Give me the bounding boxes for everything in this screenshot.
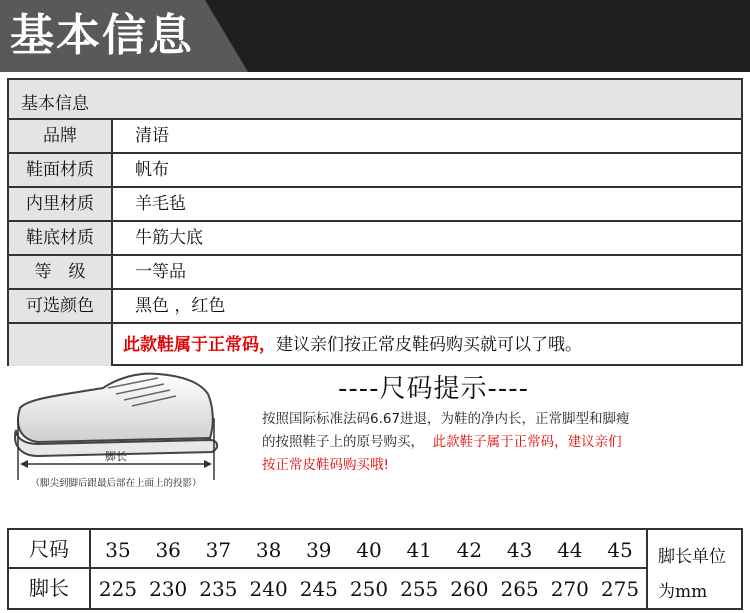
size-cell: 38 bbox=[255, 538, 282, 562]
tips-line-3-red: 按正常皮鞋码购买哦! bbox=[262, 457, 389, 473]
basic-info-heading bbox=[9, 80, 741, 120]
tips-line-2-black: 的按照鞋子上的原号购买， bbox=[262, 434, 424, 450]
length-row bbox=[9, 569, 646, 608]
length-cell: 240 bbox=[249, 577, 288, 601]
unit-note-line-1: 脚长单位 bbox=[658, 547, 726, 567]
note-red-text: 此款鞋属于正常码， bbox=[123, 335, 276, 355]
info-row-upper-material bbox=[9, 154, 741, 188]
length-row-label: 脚长 bbox=[9, 569, 91, 608]
info-row-lining-material bbox=[9, 188, 741, 222]
length-cell: 255 bbox=[400, 577, 439, 601]
page-title: 基本信息 bbox=[10, 10, 194, 61]
size-cell: 40 bbox=[356, 538, 382, 562]
info-label: 品牌 bbox=[9, 120, 113, 154]
length-cell: 270 bbox=[550, 577, 589, 601]
info-value: 羊毛毡 bbox=[113, 188, 741, 222]
info-row-colors bbox=[9, 290, 741, 324]
info-row-sole-material bbox=[9, 222, 741, 256]
size-cell: 45 bbox=[607, 538, 633, 562]
size-cell: 42 bbox=[456, 538, 483, 562]
info-value: 一等品 bbox=[113, 256, 741, 290]
length-cell: 260 bbox=[450, 577, 489, 601]
info-row-brand bbox=[9, 120, 741, 154]
size-cell: 36 bbox=[155, 538, 181, 562]
size-tips-text bbox=[262, 408, 732, 477]
basic-info-table bbox=[7, 78, 743, 366]
info-value: 帆布 bbox=[113, 154, 741, 188]
size-cell: 44 bbox=[557, 538, 583, 562]
size-cells bbox=[101, 530, 646, 567]
info-label: 鞋底材质 bbox=[9, 222, 113, 256]
size-cell: 37 bbox=[205, 538, 232, 562]
shoe-diagram bbox=[8, 368, 233, 506]
header-title-box bbox=[0, 0, 255, 72]
length-cell: 225 bbox=[98, 577, 138, 601]
length-cell: 265 bbox=[500, 577, 539, 601]
length-cell: 235 bbox=[199, 577, 238, 601]
unit-note-box bbox=[648, 528, 743, 610]
length-cell: 245 bbox=[299, 577, 338, 601]
info-row-note bbox=[9, 324, 741, 366]
info-value: 黑色 ，红色 bbox=[113, 290, 741, 324]
info-label-empty bbox=[9, 324, 113, 366]
size-cell: 41 bbox=[406, 538, 432, 562]
info-label: 等 级 bbox=[9, 256, 113, 290]
info-label: 鞋面材质 bbox=[9, 154, 113, 188]
size-table bbox=[7, 528, 648, 610]
length-cell: 230 bbox=[149, 577, 188, 601]
size-cell: 39 bbox=[306, 538, 332, 562]
info-value: 牛筋大底 bbox=[113, 222, 741, 256]
size-tips-title: ----尺码提示---- bbox=[338, 374, 530, 404]
info-label: 内里材质 bbox=[9, 188, 113, 222]
size-row-label: 尺码 bbox=[9, 530, 91, 567]
info-note bbox=[113, 324, 741, 366]
diagram-foot-length-label: 脚长 bbox=[105, 450, 127, 463]
tips-line-2-red: 此款鞋子属于正常码，建议亲们 bbox=[432, 434, 622, 450]
tips-line-1: 按照国际标准法码6.67进退，为鞋的净内长，正常脚型和脚瘦 bbox=[262, 411, 630, 427]
length-cells bbox=[98, 569, 646, 608]
tips-line-2 bbox=[262, 431, 732, 454]
header-bar bbox=[0, 0, 750, 72]
length-cell: 250 bbox=[349, 577, 389, 601]
info-value: 清语 bbox=[113, 120, 741, 154]
size-row bbox=[9, 530, 646, 569]
basic-info-heading-text: 基本信息 bbox=[21, 94, 89, 114]
size-cell: 43 bbox=[506, 538, 533, 562]
info-row-grade bbox=[9, 256, 741, 290]
note-black-text: 建议亲们按正常皮鞋码购买就可以了哦。 bbox=[276, 335, 582, 355]
diagram-caption: （脚尖到脚后跟最后部在上面上的投影） bbox=[30, 478, 202, 489]
size-cell: 35 bbox=[105, 538, 131, 562]
info-label: 可选颜色 bbox=[9, 290, 113, 324]
length-cell: 275 bbox=[600, 577, 640, 601]
unit-note-line-2: 为mm bbox=[658, 582, 708, 602]
